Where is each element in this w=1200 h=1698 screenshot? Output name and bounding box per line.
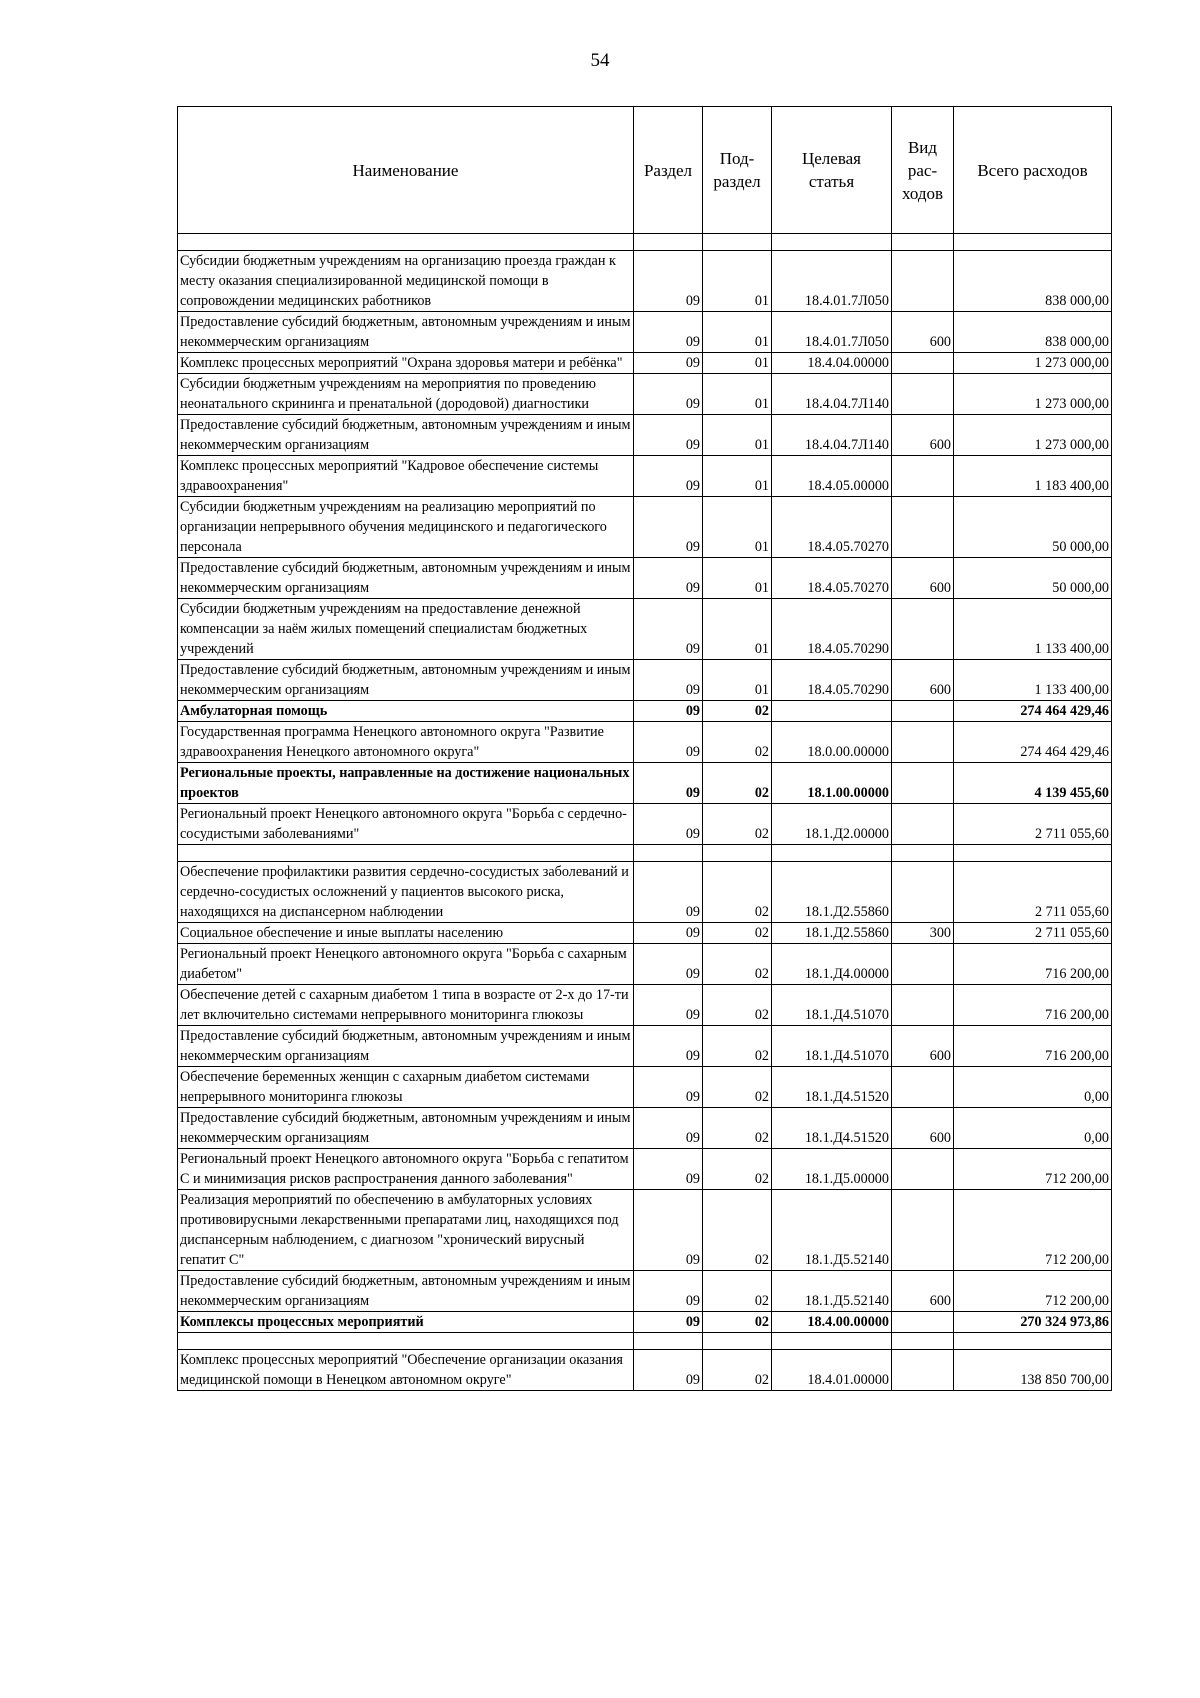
cell-name: Субсидии бюджетным учреждениям на организацию проезда граждан к месту оказания специализированной медицинской помощи в сопровождении медицинских работников [178, 251, 634, 312]
spacer-cell [892, 845, 954, 862]
cell-subsection: 01 [703, 660, 772, 701]
cell-subsection: 02 [703, 1149, 772, 1190]
cell-subsection: 02 [703, 1026, 772, 1067]
cell-target: 18.1.Д4.51520 [772, 1067, 892, 1108]
table-row [178, 1190, 1112, 1271]
cell-subsection: 02 [703, 1190, 772, 1271]
cell-section: 09 [634, 701, 703, 722]
cell-expense-type [892, 353, 954, 374]
cell-total: 712 200,00 [954, 1149, 1112, 1190]
cell-expense-type [892, 1312, 954, 1333]
cell-target: 18.1.Д4.00000 [772, 944, 892, 985]
spacer-cell [954, 1333, 1112, 1350]
table-row [178, 312, 1112, 353]
cell-expense-type [892, 497, 954, 558]
cell-total: 716 200,00 [954, 1026, 1112, 1067]
cell-target: 18.1.Д2.00000 [772, 804, 892, 845]
cell-subsection: 01 [703, 558, 772, 599]
table-row [178, 944, 1112, 985]
cell-total: 1 273 000,00 [954, 415, 1112, 456]
cell-subsection: 02 [703, 1108, 772, 1149]
cell-subsection: 02 [703, 1271, 772, 1312]
spacer-cell [703, 845, 772, 862]
table-row [178, 1026, 1112, 1067]
table-row [178, 985, 1112, 1026]
table-row [178, 722, 1112, 763]
cell-section: 09 [634, 1108, 703, 1149]
cell-section: 09 [634, 722, 703, 763]
table-row [178, 497, 1112, 558]
cell-expense-type: 600 [892, 1108, 954, 1149]
cell-subsection: 01 [703, 312, 772, 353]
header-total: Всего расходов [954, 107, 1112, 234]
cell-subsection: 01 [703, 251, 772, 312]
cell-target: 18.1.Д2.55860 [772, 862, 892, 923]
cell-expense-type: 300 [892, 923, 954, 944]
spacer-cell [772, 845, 892, 862]
spacer-row [178, 234, 1112, 251]
spacer-cell [892, 1333, 954, 1350]
cell-subsection: 01 [703, 599, 772, 660]
cell-subsection: 02 [703, 923, 772, 944]
cell-section: 09 [634, 312, 703, 353]
cell-expense-type [892, 1067, 954, 1108]
cell-total: 2 711 055,60 [954, 804, 1112, 845]
cell-name: Государственная программа Ненецкого автономного округа "Развитие здравоохранения Ненецкого автономного округа" [178, 722, 634, 763]
cell-expense-type [892, 1190, 954, 1271]
cell-expense-type [892, 763, 954, 804]
cell-section: 09 [634, 1026, 703, 1067]
cell-name: Региональный проект Ненецкого автономного округа "Борьба с сердечно-сосудистыми заболеваниями" [178, 804, 634, 845]
spacer-cell [178, 845, 634, 862]
cell-section: 09 [634, 599, 703, 660]
cell-name: Предоставление субсидий бюджетным, автономным учреждениям и иным некоммерческим организациям [178, 660, 634, 701]
cell-target: 18.1.00.00000 [772, 763, 892, 804]
cell-name: Предоставление субсидий бюджетным, автономным учреждениям и иным некоммерческим организациям [178, 415, 634, 456]
cell-total: 50 000,00 [954, 497, 1112, 558]
cell-target: 18.4.04.7Л140 [772, 374, 892, 415]
cell-name: Обеспечение профилактики развития сердечно-сосудистых заболеваний и сердечно-сосудистых осложнений у пациентов высокого риска, находящихся на диспансерном наблюдении [178, 862, 634, 923]
table-row [178, 1350, 1112, 1391]
cell-target: 18.4.00.00000 [772, 1312, 892, 1333]
cell-name: Региональный проект Ненецкого автономного округа "Борьба с сахарным диабетом" [178, 944, 634, 985]
cell-subsection: 02 [703, 804, 772, 845]
cell-subsection: 02 [703, 763, 772, 804]
cell-total: 712 200,00 [954, 1271, 1112, 1312]
cell-total: 716 200,00 [954, 944, 1112, 985]
cell-subsection: 02 [703, 944, 772, 985]
cell-subsection: 02 [703, 722, 772, 763]
cell-subsection: 01 [703, 497, 772, 558]
cell-expense-type [892, 804, 954, 845]
cell-total: 4 139 455,60 [954, 763, 1112, 804]
cell-target: 18.4.05.70270 [772, 497, 892, 558]
table-row [178, 1149, 1112, 1190]
cell-expense-type [892, 722, 954, 763]
spacer-cell [634, 234, 703, 251]
cell-name: Комплекс процессных мероприятий "Охрана здоровья матери и ребёнка" [178, 353, 634, 374]
cell-total: 716 200,00 [954, 985, 1112, 1026]
cell-target: 18.4.05.00000 [772, 456, 892, 497]
cell-expense-type: 600 [892, 660, 954, 701]
cell-total: 838 000,00 [954, 251, 1112, 312]
cell-expense-type: 600 [892, 1271, 954, 1312]
spacer-cell [634, 1333, 703, 1350]
table-row [178, 251, 1112, 312]
cell-name: Региональные проекты, направленные на достижение национальных проектов [178, 763, 634, 804]
cell-name: Субсидии бюджетным учреждениям на мероприятия по проведению неонатального скрининга и пренатальной (дородовой) диагностики [178, 374, 634, 415]
table-row [178, 763, 1112, 804]
cell-subsection: 01 [703, 374, 772, 415]
table-row [178, 374, 1112, 415]
cell-section: 09 [634, 1271, 703, 1312]
cell-total: 274 464 429,46 [954, 701, 1112, 722]
cell-section: 09 [634, 456, 703, 497]
cell-name: Предоставление субсидий бюджетным, автономным учреждениям и иным некоммерческим организациям [178, 1108, 634, 1149]
cell-target: 18.4.04.00000 [772, 353, 892, 374]
spacer-cell [954, 845, 1112, 862]
cell-section: 09 [634, 558, 703, 599]
spacer-cell [178, 234, 634, 251]
cell-name: Обеспечение детей с сахарным диабетом 1 типа в возрасте от 2-х до 17-ти лет включительно системами непрерывного мониторинга глюкозы [178, 985, 634, 1026]
table-row [178, 804, 1112, 845]
cell-subsection: 02 [703, 1350, 772, 1391]
cell-expense-type: 600 [892, 558, 954, 599]
cell-total: 1 133 400,00 [954, 660, 1112, 701]
cell-target: 18.4.05.70290 [772, 660, 892, 701]
spacer-cell [634, 845, 703, 862]
cell-section: 09 [634, 763, 703, 804]
header-target: Целевая статья [772, 107, 892, 234]
cell-target: 18.4.01.00000 [772, 1350, 892, 1391]
cell-subsection: 02 [703, 1312, 772, 1333]
cell-name: Предоставление субсидий бюджетным, автономным учреждениям и иным некоммерческим организациям [178, 1271, 634, 1312]
cell-section: 09 [634, 923, 703, 944]
cell-section: 09 [634, 660, 703, 701]
cell-total: 0,00 [954, 1067, 1112, 1108]
cell-target: 18.1.Д5.52140 [772, 1190, 892, 1271]
cell-section: 09 [634, 944, 703, 985]
cell-expense-type [892, 374, 954, 415]
cell-target: 18.4.01.7Л050 [772, 312, 892, 353]
spacer-cell [703, 1333, 772, 1350]
cell-total: 1 273 000,00 [954, 353, 1112, 374]
cell-target: 18.1.Д5.00000 [772, 1149, 892, 1190]
cell-section: 09 [634, 1190, 703, 1271]
cell-section: 09 [634, 1312, 703, 1333]
cell-name: Комплекс процессных мероприятий "Обеспечение организации оказания медицинской помощи в Ненецком автономном округе" [178, 1350, 634, 1391]
cell-expense-type [892, 985, 954, 1026]
cell-total: 270 324 973,86 [954, 1312, 1112, 1333]
cell-expense-type [892, 944, 954, 985]
spacer-cell [772, 234, 892, 251]
cell-subsection: 01 [703, 353, 772, 374]
spacer-row [178, 1333, 1112, 1350]
header-subsection: Под- раздел [703, 107, 772, 234]
cell-target: 18.1.Д4.51070 [772, 985, 892, 1026]
cell-subsection: 02 [703, 701, 772, 722]
cell-total: 2 711 055,60 [954, 923, 1112, 944]
cell-target: 18.1.Д5.52140 [772, 1271, 892, 1312]
cell-section: 09 [634, 251, 703, 312]
cell-total: 274 464 429,46 [954, 722, 1112, 763]
cell-name: Комплексы процессных мероприятий [178, 1312, 634, 1333]
cell-target: 18.4.05.70290 [772, 599, 892, 660]
cell-total: 2 711 055,60 [954, 862, 1112, 923]
table-row [178, 660, 1112, 701]
cell-name: Реализация мероприятий по обеспечению в амбулаторных условиях противовирусными лекарственными препаратами лиц, находящихся под диспансерным наблюдением, с диагнозом "хронический вирусный гепатит С" [178, 1190, 634, 1271]
page-number: 54 [590, 50, 610, 71]
cell-name: Амбулаторная помощь [178, 701, 634, 722]
cell-subsection: 01 [703, 415, 772, 456]
header-expense-type: Вид рас- ходов [892, 107, 954, 234]
cell-expense-type [892, 862, 954, 923]
cell-name: Предоставление субсидий бюджетным, автономным учреждениям и иным некоммерческим организациям [178, 1026, 634, 1067]
cell-total: 838 000,00 [954, 312, 1112, 353]
cell-section: 09 [634, 985, 703, 1026]
table-row [178, 353, 1112, 374]
cell-section: 09 [634, 353, 703, 374]
header-name: Наименование [178, 107, 634, 234]
table-row [178, 558, 1112, 599]
cell-section: 09 [634, 374, 703, 415]
cell-expense-type: 600 [892, 312, 954, 353]
cell-total: 50 000,00 [954, 558, 1112, 599]
cell-target: 18.0.00.00000 [772, 722, 892, 763]
table-row [178, 599, 1112, 660]
cell-section: 09 [634, 497, 703, 558]
table-row [178, 701, 1112, 722]
cell-total: 1 133 400,00 [954, 599, 1112, 660]
cell-section: 09 [634, 415, 703, 456]
cell-total: 712 200,00 [954, 1190, 1112, 1271]
table-row [178, 1108, 1112, 1149]
cell-target [772, 701, 892, 722]
cell-expense-type [892, 456, 954, 497]
cell-expense-type [892, 599, 954, 660]
cell-name: Комплекс процессных мероприятий "Кадровое обеспечение системы здравоохранения" [178, 456, 634, 497]
table-header-row [178, 107, 1112, 234]
table-row [178, 862, 1112, 923]
cell-subsection: 01 [703, 456, 772, 497]
cell-total: 138 850 700,00 [954, 1350, 1112, 1391]
table-row [178, 923, 1112, 944]
cell-section: 09 [634, 1067, 703, 1108]
cell-expense-type [892, 1149, 954, 1190]
spacer-cell [178, 1333, 634, 1350]
table-row [178, 415, 1112, 456]
cell-subsection: 02 [703, 862, 772, 923]
spacer-cell [892, 234, 954, 251]
cell-expense-type: 600 [892, 1026, 954, 1067]
table-row [178, 1067, 1112, 1108]
cell-target: 18.1.Д2.55860 [772, 923, 892, 944]
cell-expense-type [892, 1350, 954, 1391]
table-row [178, 456, 1112, 497]
cell-expense-type [892, 701, 954, 722]
cell-subsection: 02 [703, 1067, 772, 1108]
cell-name: Социальное обеспечение и иные выплаты населению [178, 923, 634, 944]
cell-subsection: 02 [703, 985, 772, 1026]
cell-target: 18.4.04.7Л140 [772, 415, 892, 456]
cell-section: 09 [634, 862, 703, 923]
table-row [178, 1312, 1112, 1333]
cell-name: Предоставление субсидий бюджетным, автономным учреждениям и иным некоммерческим организациям [178, 312, 634, 353]
cell-total: 1 183 400,00 [954, 456, 1112, 497]
cell-name: Предоставление субсидий бюджетным, автономным учреждениям и иным некоммерческим организациям [178, 558, 634, 599]
cell-target: 18.4.05.70270 [772, 558, 892, 599]
cell-name: Субсидии бюджетным учреждениям на реализацию мероприятий по организации непрерывного обучения медицинского и педагогического персонала [178, 497, 634, 558]
cell-name: Обеспечение беременных женщин с сахарным диабетом системами непрерывного мониторинга глюкозы [178, 1067, 634, 1108]
cell-section: 09 [634, 1149, 703, 1190]
cell-section: 09 [634, 1350, 703, 1391]
cell-expense-type [892, 251, 954, 312]
cell-section: 09 [634, 804, 703, 845]
cell-total: 1 273 000,00 [954, 374, 1112, 415]
header-section: Раздел [634, 107, 703, 234]
spacer-cell [954, 234, 1112, 251]
cell-target: 18.1.Д4.51070 [772, 1026, 892, 1067]
cell-target: 18.1.Д4.51520 [772, 1108, 892, 1149]
cell-name: Субсидии бюджетным учреждениям на предоставление денежной компенсации за наём жилых помещений специалистам бюджетных учреждений [178, 599, 634, 660]
cell-name: Региональный проект Ненецкого автономного округа "Борьба с гепатитом С и минимизация рисков распространения данного заболевания" [178, 1149, 634, 1190]
spacer-row [178, 845, 1112, 862]
spacer-cell [772, 1333, 892, 1350]
table-row [178, 1271, 1112, 1312]
spacer-cell [703, 234, 772, 251]
cell-expense-type: 600 [892, 415, 954, 456]
budget-table [177, 106, 1112, 1391]
cell-target: 18.4.01.7Л050 [772, 251, 892, 312]
cell-total: 0,00 [954, 1108, 1112, 1149]
